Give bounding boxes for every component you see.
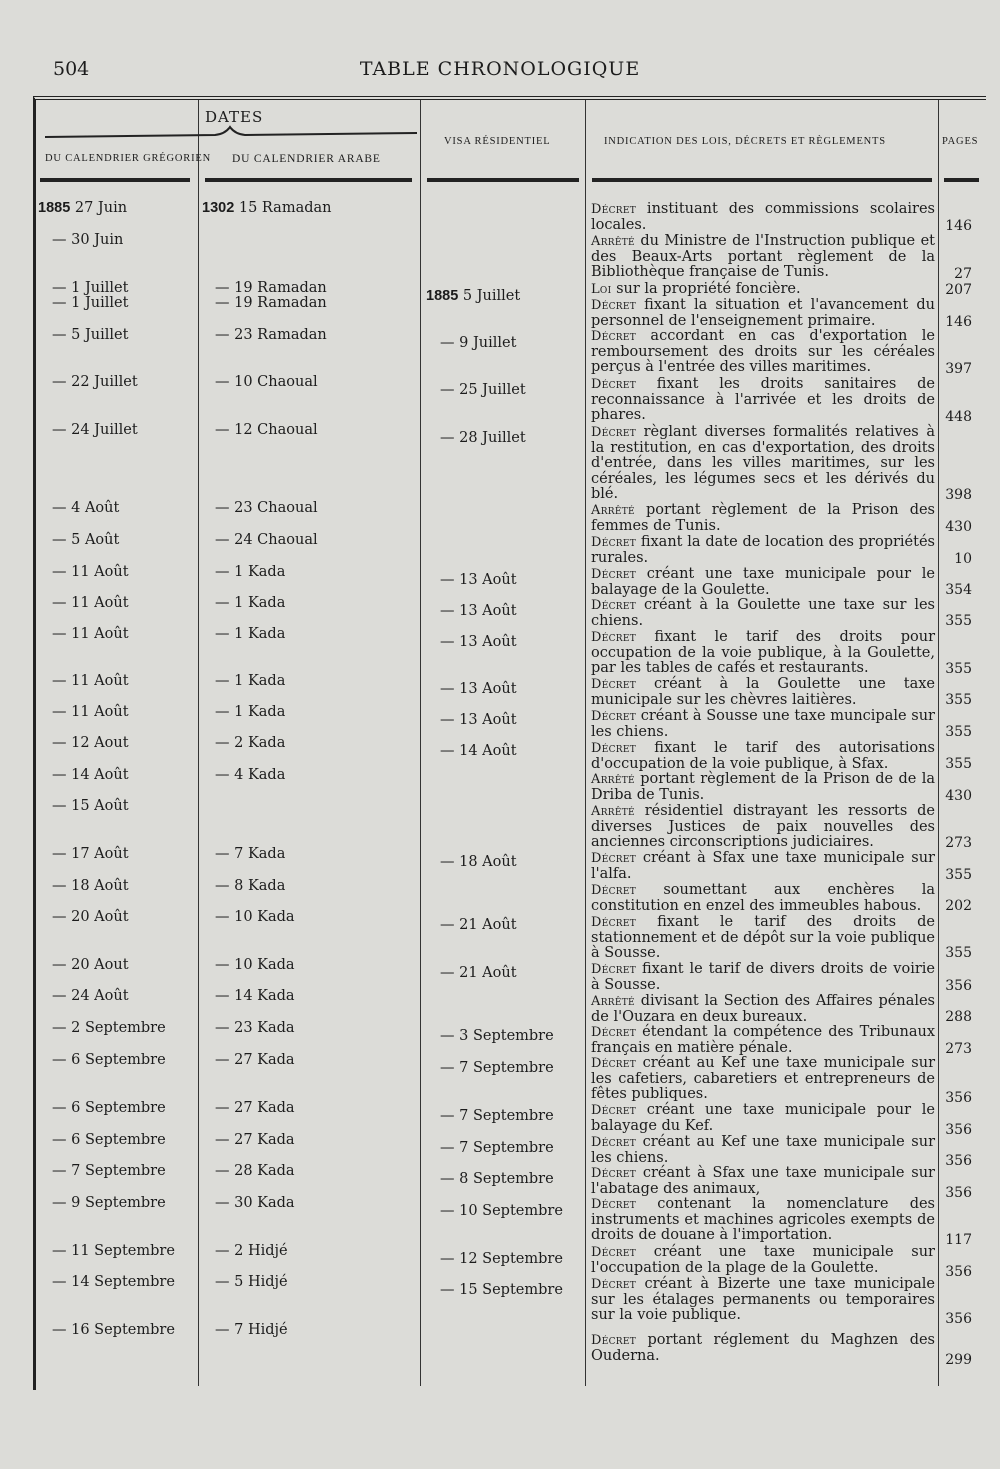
arabic-date: — 2 Hidjé xyxy=(215,1243,288,1259)
header-gregorian: DU CALENDRIER GRÉGORIEN xyxy=(45,153,211,164)
gregorian-date: — 11 Août xyxy=(52,595,129,611)
act-text: portant règlement de la Prison de de la Driba de Tunis. xyxy=(591,771,935,803)
header-rule xyxy=(40,178,190,182)
page-reference: 448 xyxy=(945,409,972,425)
act-description xyxy=(591,598,935,629)
act-text: créant au Kef une taxe municipale sur les chiens. xyxy=(591,1134,935,1166)
arabic-date: — 1 Kada xyxy=(215,595,286,611)
page-reference: 355 xyxy=(945,867,972,883)
act-text: créant à Sfax une taxe municipale sur l'abatage des animaux, xyxy=(591,1165,935,1197)
page-reference: 27 xyxy=(954,266,972,282)
header-visa: VISA RÉSIDENTIEL xyxy=(444,136,551,147)
act-type: Décret xyxy=(591,535,637,550)
act-description xyxy=(591,851,935,882)
gregorian-date: — 15 Août xyxy=(52,798,129,814)
page-reference: 273 xyxy=(945,1041,972,1057)
gregorian-date: — 17 Août xyxy=(52,846,129,862)
gregorian-date: — 1 Juillet xyxy=(52,295,129,311)
gregorian-date: — 30 Juin xyxy=(52,232,124,248)
act-type: Décret xyxy=(591,1333,637,1348)
arabic-date: — 27 Kada xyxy=(215,1052,295,1068)
visa-date: — 13 Août xyxy=(440,634,517,650)
act-type: Décret xyxy=(591,567,637,582)
visa-date: — 21 Août xyxy=(440,965,517,981)
act-description xyxy=(591,709,935,740)
act-type: Décret xyxy=(591,1025,637,1040)
act-description xyxy=(591,298,935,329)
act-type: Arrêté xyxy=(591,234,635,249)
arabic-date: — 1 Kada xyxy=(215,673,286,689)
page-title: TABLE CHRONOLOGIQUE xyxy=(359,58,641,80)
visa-date: — 21 Août xyxy=(440,917,517,933)
act-text: sur la propriété foncière. xyxy=(611,281,801,297)
act-text: fixant le tarif des autorisations d'occupation de la voie publique, à Sfax. xyxy=(591,740,935,772)
act-text: créant une taxe municipale pour le balayage du Kef. xyxy=(591,1102,935,1134)
header-rule xyxy=(592,178,932,182)
visa-date: — 25 Juillet xyxy=(440,382,526,398)
header-rule xyxy=(427,178,579,182)
page-reference: 354 xyxy=(945,582,972,598)
act-type: Décret xyxy=(591,915,637,930)
gregorian-date: — 1 Juillet xyxy=(52,280,129,296)
page-reference: 146 xyxy=(945,218,972,234)
arabic-date: — 19 Ramadan xyxy=(215,295,327,311)
gregorian-date: — 14 Août xyxy=(52,767,129,783)
act-type: Décret xyxy=(591,630,637,645)
act-text: divisant la Section des Affaires pénales de l'Ouzara en deux bureaux. xyxy=(591,993,935,1025)
act-description xyxy=(591,567,935,598)
arabic-date: — 27 Kada xyxy=(215,1100,295,1116)
visa-date: 1885 5 Juillet xyxy=(426,288,521,304)
act-text: accordant en cas d'exportation le remboursement des droits sur les céréales perçus à l'entrée des villes maritimes. xyxy=(591,328,935,376)
arabic-date: — 5 Hidjé xyxy=(215,1274,288,1290)
page-reference: 355 xyxy=(945,945,972,961)
arabic-date: — 14 Kada xyxy=(215,988,295,1004)
act-type: Loi xyxy=(591,282,612,297)
act-description xyxy=(591,503,935,534)
dates-brace xyxy=(45,125,417,139)
arabic-date: — 12 Chaoual xyxy=(215,422,318,438)
gregorian-date: — 24 Août xyxy=(52,988,129,1004)
act-description xyxy=(591,535,935,566)
column-divider xyxy=(420,100,421,1386)
act-description xyxy=(591,1166,935,1197)
arabic-date: — 23 Chaoual xyxy=(215,500,318,516)
visa-date: — 9 Juillet xyxy=(440,335,517,351)
act-text: étendant la compétence des Tribunaux français en matière pénale. xyxy=(591,1024,935,1056)
arabic-date: — 10 Kada xyxy=(215,909,295,925)
act-text: contenant la nomenclature des instruments et machines agricoles exempts de droits de douane à l'importation. xyxy=(591,1196,935,1244)
arabic-date: — 2 Kada xyxy=(215,735,286,751)
act-text: instituant des commissions scolaires locales. xyxy=(591,201,935,233)
act-description xyxy=(591,1025,935,1056)
act-description xyxy=(591,1333,935,1364)
arabic-date: — 23 Kada xyxy=(215,1020,295,1036)
page-reference: 207 xyxy=(945,282,972,298)
act-type: Décret xyxy=(591,298,637,313)
act-description xyxy=(591,630,935,677)
visa-date: — 10 Septembre xyxy=(440,1203,563,1219)
act-text: créant à Sousse une taxe muncipale sur les chiens. xyxy=(591,708,935,740)
act-type: Décret xyxy=(591,709,637,724)
act-text: créant une taxe municipale sur l'occupation de la plage de la Goulette. xyxy=(591,1244,935,1276)
act-text: du Ministre de l'Instruction publique et des Beaux-Arts portant règlement de la Bibliothèque française de Tunis. xyxy=(591,233,935,281)
act-text: créant au Kef une taxe municipale sur les cafetiers, cabaretiers et entrepreneurs de fêtes publiques. xyxy=(591,1055,935,1103)
act-description xyxy=(591,377,935,424)
act-type: Décret xyxy=(591,1245,637,1260)
page-reference: 355 xyxy=(945,724,972,740)
act-description xyxy=(591,962,935,993)
visa-date: — 18 Août xyxy=(440,854,517,870)
act-description xyxy=(591,425,935,503)
visa-date: — 7 Septembre xyxy=(440,1108,554,1124)
act-description xyxy=(591,915,935,962)
act-description xyxy=(591,1197,935,1244)
arabic-date: — 23 Ramadan xyxy=(215,327,327,343)
act-description xyxy=(591,883,935,914)
page-reference: 288 xyxy=(945,1009,972,1025)
gregorian-date: — 22 Juillet xyxy=(52,374,138,390)
act-type: Arrêté xyxy=(591,772,635,787)
act-description xyxy=(591,202,935,233)
act-description xyxy=(591,1056,935,1103)
column-divider xyxy=(585,100,586,1386)
arabic-date: — 7 Hidjé xyxy=(215,1322,288,1338)
visa-date: — 3 Septembre xyxy=(440,1028,554,1044)
act-text: résidentiel distrayant les ressorts de diverses Justices de paix nouvelles des anciennes circonscriptions judiciaires. xyxy=(591,803,935,851)
visa-date: — 15 Septembre xyxy=(440,1282,563,1298)
act-text: portant règlement de la Prison des femmes de Tunis. xyxy=(591,502,935,534)
act-type: Décret xyxy=(591,202,637,217)
page-reference: 10 xyxy=(954,551,972,567)
act-type: Décret xyxy=(591,1135,637,1150)
arabic-date: — 8 Kada xyxy=(215,878,286,894)
act-description xyxy=(591,804,935,851)
gregorian-date: — 6 Septembre xyxy=(52,1052,166,1068)
act-type: Décret xyxy=(591,598,637,613)
act-description xyxy=(591,1277,935,1324)
arabic-date: — 7 Kada xyxy=(215,846,286,862)
gregorian-date: — 11 Août xyxy=(52,673,129,689)
act-type: Arrêté xyxy=(591,994,635,1009)
page-reference: 398 xyxy=(945,487,972,503)
act-text: fixant la date de location des propriétés rurales. xyxy=(591,534,935,566)
page-reference: 356 xyxy=(945,1311,972,1327)
act-type: Décret xyxy=(591,1277,637,1292)
act-type: Décret xyxy=(591,677,637,692)
act-description xyxy=(591,677,935,708)
gregorian-date: — 5 Août xyxy=(52,532,120,548)
arabic-date: — 24 Chaoual xyxy=(215,532,318,548)
gregorian-date: — 11 Août xyxy=(52,564,129,580)
page-reference: 355 xyxy=(945,756,972,772)
header-indication: INDICATION DES LOIS, DÉCRETS ET RÈGLEMENTS xyxy=(604,136,886,147)
gregorian-date: — 24 Juillet xyxy=(52,422,138,438)
act-description xyxy=(591,741,935,772)
page-reference: 355 xyxy=(945,661,972,677)
act-type: Décret xyxy=(591,329,637,344)
page-reference: 146 xyxy=(945,314,972,330)
page-reference: 356 xyxy=(945,1185,972,1201)
act-description xyxy=(591,772,935,803)
page-reference: 356 xyxy=(945,1122,972,1138)
visa-date: — 8 Septembre xyxy=(440,1171,554,1187)
arabic-date: 1302 15 Ramadan xyxy=(202,200,332,216)
arabic-date: — 4 Kada xyxy=(215,767,286,783)
page-reference: 430 xyxy=(945,788,972,804)
page-reference: 430 xyxy=(945,519,972,535)
act-text: fixant la situation et l'avancement du personnel de l'enseignement primaire. xyxy=(591,297,935,329)
arabic-date: — 10 Kada xyxy=(215,957,295,973)
page-reference: 355 xyxy=(945,613,972,629)
arabic-date: — 1 Kada xyxy=(215,626,286,642)
act-type: Arrêté xyxy=(591,503,635,518)
act-description xyxy=(591,1103,935,1134)
header-pages: PAGES xyxy=(942,136,979,147)
gregorian-date: — 7 Septembre xyxy=(52,1163,166,1179)
gregorian-date: — 14 Septembre xyxy=(52,1274,175,1290)
gregorian-date: — 11 Août xyxy=(52,704,129,720)
header-arabic: DU CALENDRIER ARABE xyxy=(232,153,381,165)
act-text: créant une taxe municipale pour le balayage de la Goulette. xyxy=(591,566,935,598)
act-text: créant à Sfax une taxe municipale sur l'alfa. xyxy=(591,850,935,882)
page-reference: 356 xyxy=(945,1090,972,1106)
act-text: soumettant aux enchères la constitution en enzel des immeubles habous. xyxy=(591,882,935,914)
visa-date: — 7 Septembre xyxy=(440,1060,554,1076)
act-text: créant à la Goulette une taxe sur les chiens. xyxy=(591,597,935,629)
page-reference: 299 xyxy=(945,1352,972,1368)
visa-date: — 13 Août xyxy=(440,681,517,697)
gregorian-date: — 5 Juillet xyxy=(52,327,129,343)
arabic-date: — 27 Kada xyxy=(215,1132,295,1148)
visa-date: — 13 Août xyxy=(440,603,517,619)
act-description xyxy=(591,994,935,1025)
gregorian-date: — 12 Aout xyxy=(52,735,129,751)
gregorian-date: — 18 Août xyxy=(52,878,129,894)
column-divider xyxy=(198,100,199,1386)
act-type: Décret xyxy=(591,962,637,977)
arabic-date: — 30 Kada xyxy=(215,1195,295,1211)
arabic-date: — 28 Kada xyxy=(215,1163,295,1179)
act-type: Décret xyxy=(591,1166,637,1181)
act-type: Décret xyxy=(591,1056,637,1071)
gregorian-date: — 6 Septembre xyxy=(52,1132,166,1148)
gregorian-date: — 4 Août xyxy=(52,500,120,516)
header-rule xyxy=(944,178,979,182)
act-type: Arrêté xyxy=(591,804,635,819)
visa-date: — 13 Août xyxy=(440,572,517,588)
act-type: Décret xyxy=(591,741,637,756)
page-reference: 273 xyxy=(945,835,972,851)
act-text: portant réglement du Maghzen des Ouderna. xyxy=(591,1332,935,1364)
header-rule xyxy=(205,178,412,182)
act-type: Décret xyxy=(591,1197,637,1212)
gregorian-date: — 16 Septembre xyxy=(52,1322,175,1338)
act-type: Décret xyxy=(591,851,637,866)
gregorian-date: — 6 Septembre xyxy=(52,1100,166,1116)
act-description xyxy=(591,1135,935,1166)
gregorian-date: — 20 Août xyxy=(52,909,129,925)
act-description xyxy=(591,1245,935,1276)
page-number: 504 xyxy=(53,58,90,80)
arabic-date: — 19 Ramadan xyxy=(215,280,327,296)
act-text: fixant le tarif de divers droits de voirie à Sousse. xyxy=(591,961,935,993)
act-type: Décret xyxy=(591,1103,637,1118)
gregorian-date: — 9 Septembre xyxy=(52,1195,166,1211)
page-reference: 397 xyxy=(945,361,972,377)
act-description xyxy=(591,282,935,298)
visa-date: — 13 Août xyxy=(440,712,517,728)
act-description xyxy=(591,234,935,281)
arabic-date: — 1 Kada xyxy=(215,564,286,580)
act-text: fixant les droits sanitaires de reconnaissance à l'arrivée et les droits de phares. xyxy=(591,376,935,424)
page-reference: 356 xyxy=(945,1153,972,1169)
visa-date: — 28 Juillet xyxy=(440,430,526,446)
gregorian-date: 1885 27 Juin xyxy=(38,200,128,216)
act-text: règlant diverses formalités relatives à la restitution, en cas d'exportation, des droits d'entrée, dans les villes maritimes, sur les céréales, les légumes secs et les dérivés du blé. xyxy=(591,424,935,503)
act-text: fixant le tarif des droits de stationnement et de dépôt sur la voie publique à Sousse. xyxy=(591,914,935,962)
gregorian-date: — 2 Septembre xyxy=(52,1020,166,1036)
act-type: Décret xyxy=(591,377,637,392)
gregorian-date: — 11 Septembre xyxy=(52,1243,175,1259)
page-reference: 202 xyxy=(945,898,972,914)
visa-date: — 14 Août xyxy=(440,743,517,759)
gregorian-date: — 20 Aout xyxy=(52,957,129,973)
act-text: créant à la Goulette une taxe municipale sur les chèvres laitières. xyxy=(591,676,935,708)
arabic-date: — 10 Chaoual xyxy=(215,374,318,390)
gregorian-date: — 11 Août xyxy=(52,626,129,642)
act-type: Décret xyxy=(591,883,637,898)
act-description xyxy=(591,329,935,376)
page-reference: 117 xyxy=(945,1232,972,1248)
act-text: fixant le tarif des droits pour occupation de la voie publique, à la Goulette, par les tables de cafés et restaurants. xyxy=(591,629,935,677)
act-text: créant à Bizerte une taxe municipale sur les étalages permanents ou temporaires sur la voie publique. xyxy=(591,1276,935,1324)
visa-date: — 12 Septembre xyxy=(440,1251,563,1267)
page-reference: 356 xyxy=(945,978,972,994)
visa-date: — 7 Septembre xyxy=(440,1140,554,1156)
header-dates: DATES xyxy=(205,108,264,126)
page-reference: 356 xyxy=(945,1264,972,1280)
act-type: Décret xyxy=(591,425,637,440)
page-reference: 355 xyxy=(945,692,972,708)
arabic-date: — 1 Kada xyxy=(215,704,286,720)
